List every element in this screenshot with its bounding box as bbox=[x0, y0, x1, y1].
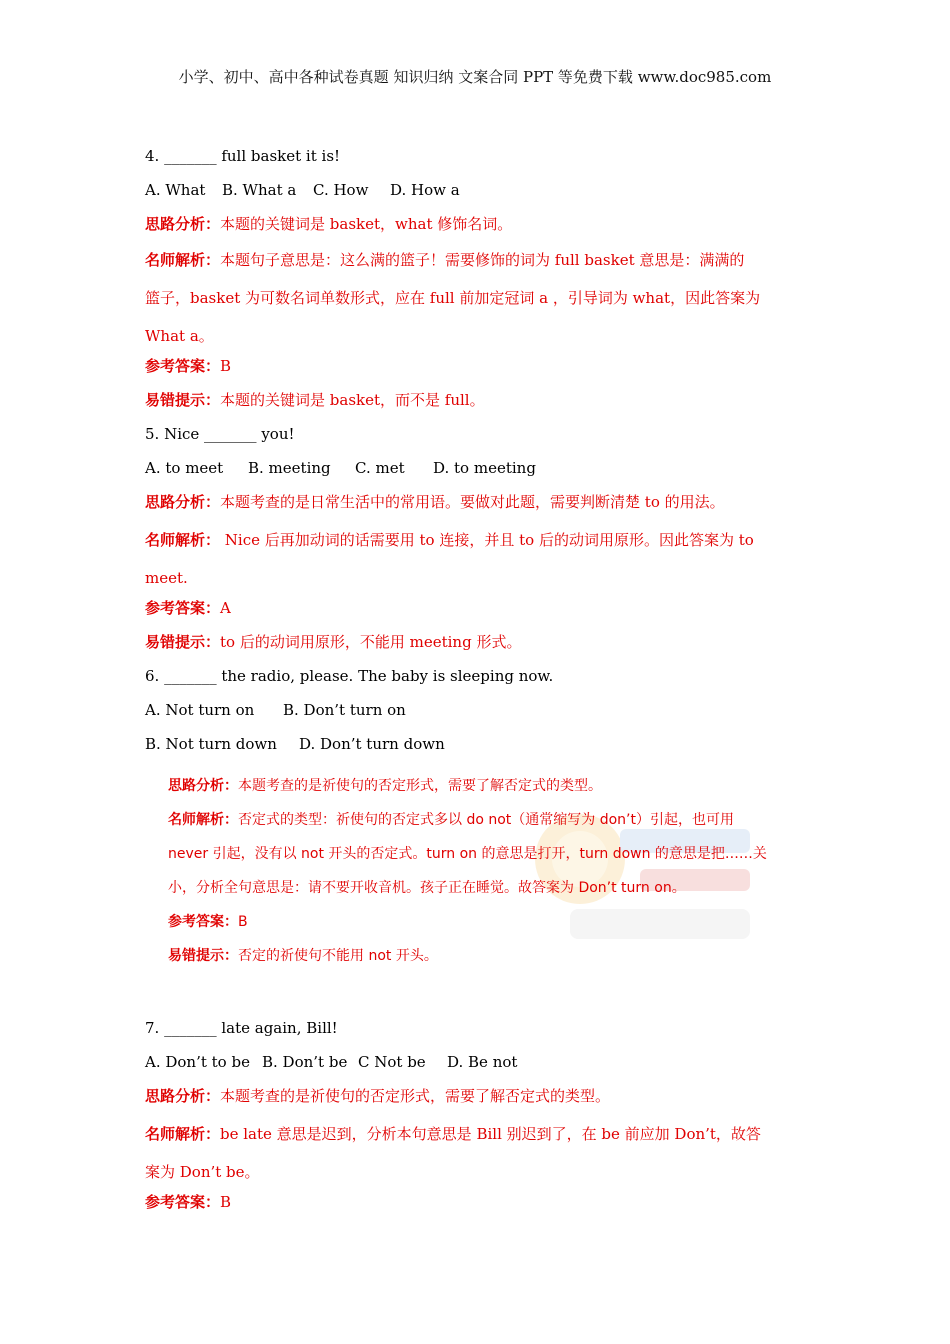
analysis-label: 思路分析： bbox=[145, 215, 221, 233]
option-c: C. How bbox=[313, 181, 369, 199]
embedded-explanation-image bbox=[160, 769, 800, 991]
option-d: D. How a bbox=[390, 181, 460, 199]
question-7-options bbox=[145, 1051, 810, 1085]
answer: 参考答案：B bbox=[145, 357, 232, 375]
explanation: 名师解析：本题句子意思是：这么满的篮子！需要修饰的词为 full basket 意思是：满满的 篮子，basket 为可数名词单数形式，应在 full 前加定冠词 a ，引导词为 what，因此答案为 What a。 bbox=[145, 251, 761, 345]
option-b: B. Don’t turn on bbox=[283, 701, 406, 719]
answer: 参考答案：A bbox=[145, 599, 231, 617]
question-7-stem: 7. _______ late again, Bill! bbox=[145, 1019, 338, 1037]
option-d: D. to meeting bbox=[433, 459, 536, 477]
question-6-options-row-1 bbox=[145, 699, 810, 733]
explanation-line-2: never 引起，没有以 not 开头的否定式。turn on 的意思是打开，turn down 的意思是把……关 bbox=[168, 846, 767, 862]
tip-label: 易错提示： bbox=[145, 391, 221, 409]
option-c: C Not be bbox=[358, 1053, 426, 1071]
image-text bbox=[160, 769, 800, 973]
analysis: 思路分析：本题考查的是祈使句的否定形式，需要了解否定式的类型。 bbox=[145, 1087, 611, 1105]
page-header: 小学、初中、高中各种试卷真题 知识归纳 文案合同 PPT 等免费下载 www.doc985.com bbox=[178, 68, 772, 86]
question-4-options bbox=[145, 179, 810, 213]
option-a: A. Don’t to be bbox=[145, 1053, 250, 1071]
option-c: C. met bbox=[355, 459, 405, 477]
option-a: A. What bbox=[145, 181, 206, 199]
option-b: B. What a bbox=[222, 181, 297, 199]
option-b: B. meeting bbox=[248, 459, 331, 477]
tip: 易错提示：to 后的动词用原形，不能用 meeting 形式。 bbox=[145, 633, 522, 651]
analysis: 思路分析：本题考查的是日常生活中的常用语。要做对此题，需要判断清楚 to 的用法。 bbox=[145, 493, 725, 511]
option-d: D. Be not bbox=[447, 1053, 518, 1071]
analysis: 思路分析：本题的关键词是 basket，what 修饰名词。 bbox=[145, 215, 513, 233]
answer: 参考答案：B bbox=[145, 1193, 232, 1211]
document-body bbox=[145, 145, 810, 1225]
option-b: B. Don’t be bbox=[262, 1053, 348, 1071]
answer-label: 参考答案： bbox=[145, 357, 221, 375]
question-5-stem: 5. Nice _______ you! bbox=[145, 425, 295, 443]
question-6-stem: 6. _______ the radio, please. The baby is sleeping now. bbox=[145, 667, 554, 685]
explanation-line-1: 名师解析：否定式的类型：祈使句的否定式多以 do not（通常缩写为 don’t）引起，也可用 bbox=[168, 812, 734, 828]
analysis: 思路分析：本题考查的是祈使句的否定形式，需要了解否定式的类型。 bbox=[168, 778, 602, 794]
option-c: B. Not turn down bbox=[145, 735, 277, 753]
question-6-options-row-2 bbox=[145, 733, 810, 767]
answer: 参考答案：B bbox=[168, 914, 248, 930]
tip: 易错提示：本题的关键词是 basket，而不是 full。 bbox=[145, 391, 485, 409]
tip: 易错提示：否定的祈使句不能用 not 开头。 bbox=[168, 948, 438, 964]
question-5-options bbox=[145, 457, 810, 491]
explanation: 名师解析：be late 意思是迟到，分析本句意思是 Bill 别迟到了，在 be 前应加 Don’t，故答 案为 Don’t be。 bbox=[145, 1125, 761, 1181]
option-d: D. Don’t turn down bbox=[299, 735, 445, 753]
explain-label: 名师解析： bbox=[145, 251, 221, 269]
option-a: A. to meet bbox=[145, 459, 224, 477]
explanation-line-3: 小，分析全句意思是：请不要开收音机。孩子正在睡觉。故答案为 Don’t turn on。 bbox=[168, 880, 686, 896]
question-4-stem: 4. _______ full basket it is! bbox=[145, 147, 341, 165]
explanation: 名师解析： Nice 后再加动词的话需要用 to 连接，并且 to 后的动词用原形。因此答案为 to meet. bbox=[145, 531, 754, 587]
option-a: A. Not turn on bbox=[145, 701, 255, 719]
